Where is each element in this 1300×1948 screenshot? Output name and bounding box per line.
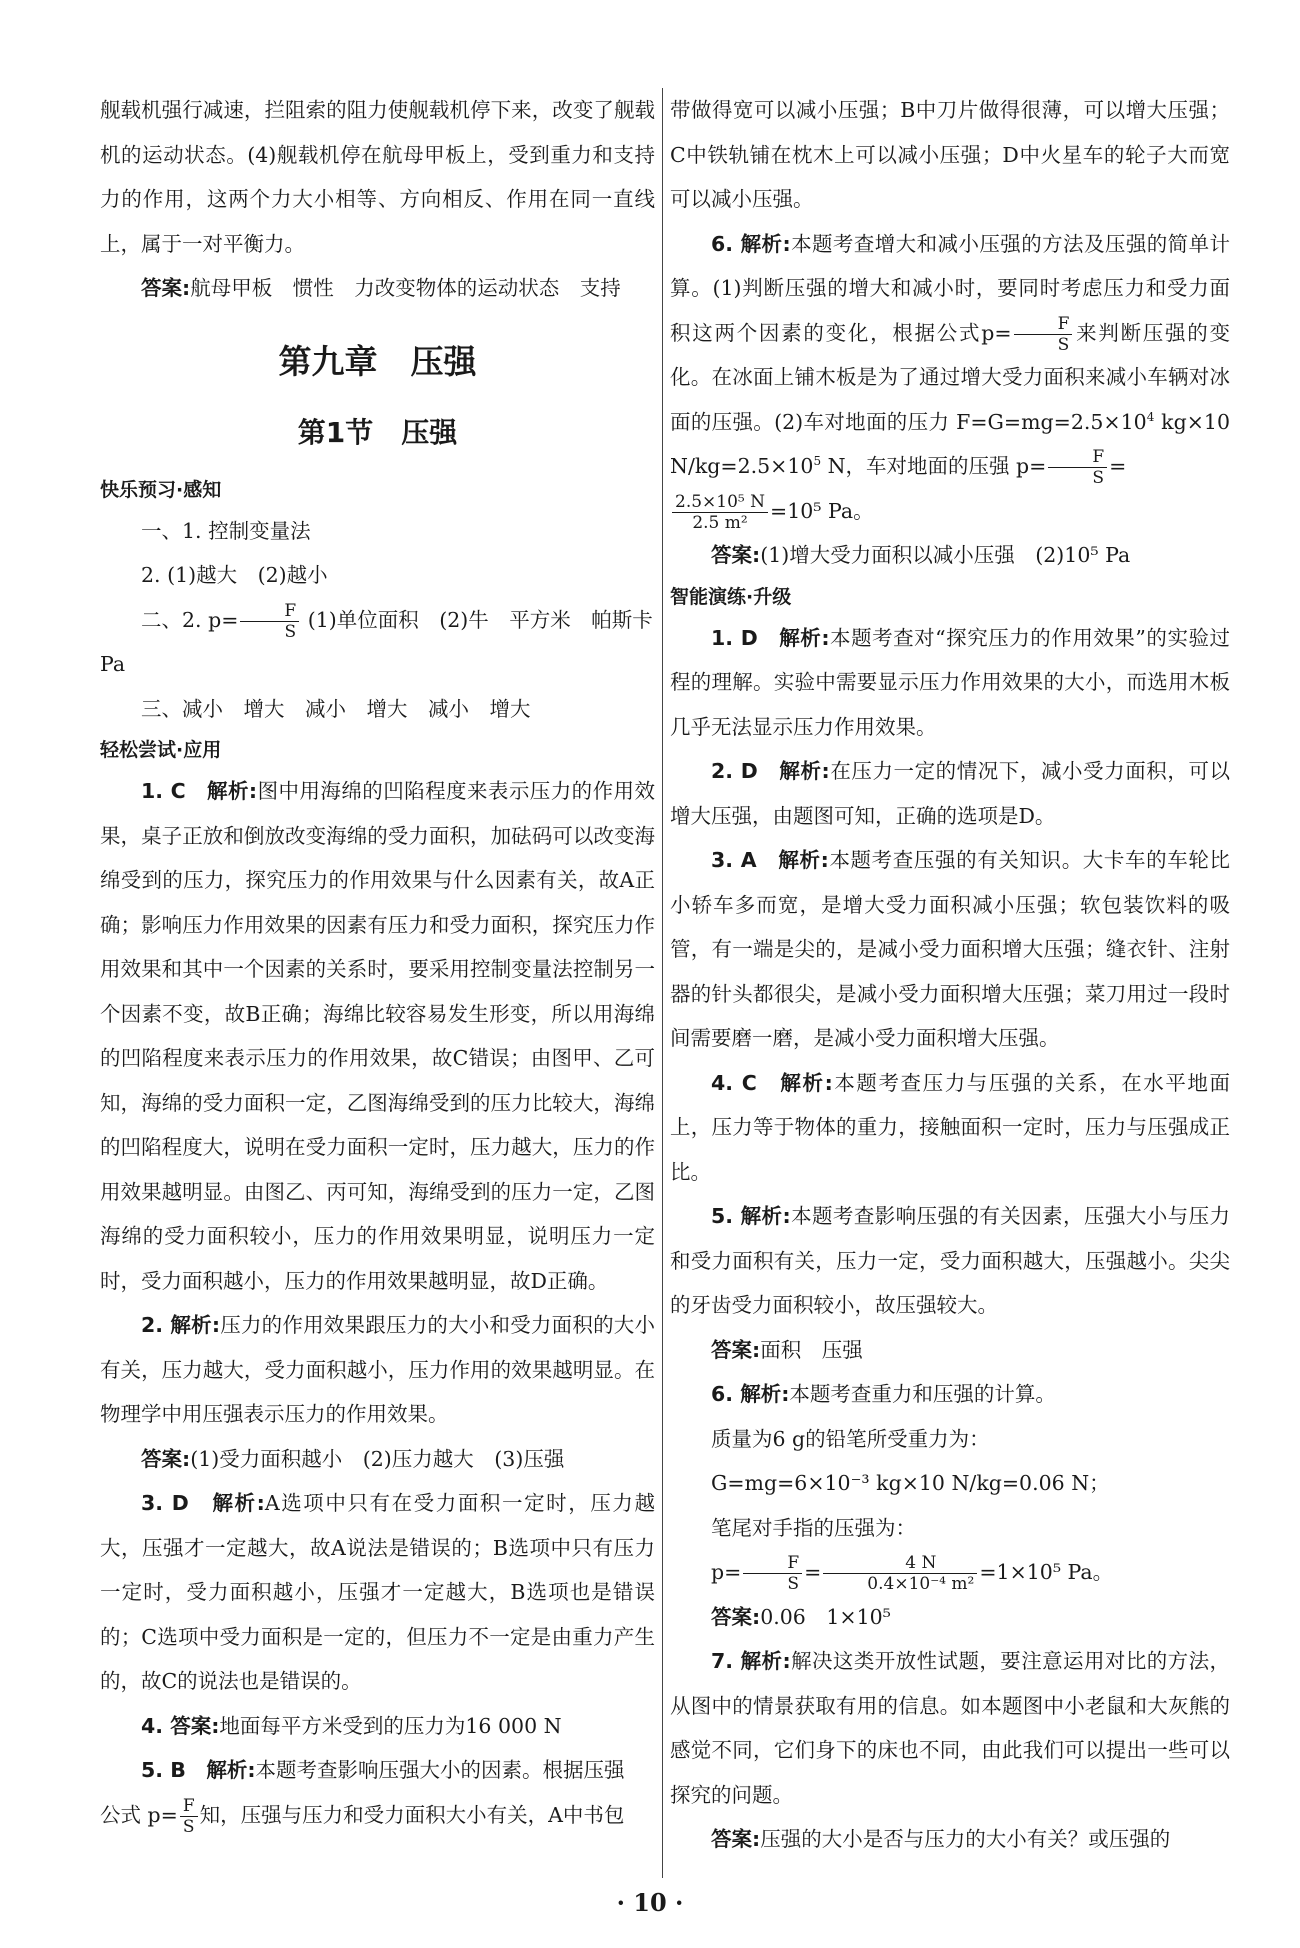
question-5-formula: 公式 p= $\frac{F}{S}$ 知，压强与压力和受力面积大小有关，A中书包 [100,1795,625,1837]
upgrade-6-formula: p= $\frac{F}{S}$ = $\frac{4 N}{\text{0.4×10⁻⁴ m²}}$ =1×10⁵ Pa。 [711,1553,1114,1594]
left-column [100,88,655,1837]
upgrade-2: 2. D 解析:在压力一定的情况下，减小受力面积，可以增大压强，由题图可知，正确的选项是D。 [670,759,1231,828]
upgrade-6-answer: 答案:0.06 1×10⁵ [711,1604,891,1629]
upgrade-6: 6. 解析:本题考查重力和压强的计算。 [711,1382,1056,1406]
upgrade-5-answer: 答案:面积 压强 [711,1337,863,1362]
preview-item-4: 三、减小 增大 减小 增大 减小 增大 [141,696,531,721]
try-heading: 轻松尝试·应用 [100,739,222,761]
page-number: · 10 · [616,1888,684,1917]
upgrade-6-line-4: 笔尾对手指的压强为： [711,1515,916,1540]
upgrade-1: 1. D 解析:本题考查对“探究压力的作用效果”的实验过程的理解。实验中需要显示压力作用效果的大小，而选用木板几乎无法显示压力作用效果。 [670,625,1230,739]
fraction: $\frac{F}{S}$ [1014,314,1073,355]
fraction: $\frac{4 N}{\text{0.4×10⁻⁴ m²}}$ [823,1553,977,1594]
preview-heading: 快乐预习·感知 [100,478,222,501]
question-6: 6. 解析:本题考查增大和减小压强的方法及压强的简单计算。(1)判断压强的增大和减小时，要同时考虑压力和受力面积这两个因素的变化，根据公式p= $\frac{F}{S}$ 来判断压强的变化。在冰面上铺木板是为了通过增大受力面积来减小车辆对冰面的压强。(2)车对地面的压力 $F=G=mg=2.5\times 10^4$ kg×10 $N/kg=2.5\times 10^5$ N，车对地面的压强 p= $\frac{F}{S}$ = [670,231,1231,488]
upgrade-6-line-2: 质量为6 g的铅笔所受重力为： [711,1426,990,1451]
question-2: 2. 解析:压力的作用效果跟压力的大小和受力面积的大小有关，压力越大，受力面积越小，压力作用的效果越明显。在物理学中用压强表示压力的作用效果。 [100,1313,656,1426]
intro-paragraph: 舰载机强行减速，拦阻索的阻力使舰载机停下来，改变了舰载机的运动状态。(4)舰载机停在航母甲板上，受到重力和支持力的作用，这两个力大小相等、方向相反、作用在同一直线上，属于一对平衡力。 [100,98,655,256]
upgrade-3: 3. A 解析:本题考查压强的有关知识。大卡车的车轮比小轿车多而宽，是增大受力面积减小压强；软包装饮料的吸管，有一端是尖的，是减小受力面积增大压强；缝衣针、注射器的针头都很尖，是减小受力面积增大压强；菜刀用过一段时间需要磨一磨，是减小受力面积增大压强。 [670,848,1230,1050]
upgrade-heading: 智能演练·升级 [670,585,792,608]
upgrade-7-answer: 答案:压强的大小是否与压力的大小有关？或压强的 [711,1827,1171,1851]
chapter-title: 第九章 压强 [278,341,477,381]
section-title: 第1节 压强 [297,415,458,449]
preview-item-1: 一、1. 控制变量法 [141,518,311,543]
question-5-continued: 带做得宽可以减小压强；B中刀片做得很薄，可以增大压强；C中铁轨铺在枕木上可以减小压强；D中火星车的轮子大而宽可以减小压强。 [670,98,1230,211]
question-6-answer: 答案:(1)增大受力面积以减小压强 (2)10⁵ Pa [711,543,1131,567]
preview-item-3-unit: Pa [100,652,126,676]
upgrade-7: 7. 解析:解决这类开放性试题，要注意运用对比的方法，从图中的情景获取有用的信息。如本题图中小老鼠和大灰熊的感觉不同，它们身下的床也不同，由此我们可以提出一些可以探究的问题。 [670,1649,1231,1807]
question-3: 3. D 解析:A选项中只有在受力面积一定时，压力越大，压强才一定越大，故A说法是错误的；B选项中只有压力一定时，受力面积越小，压强才一定越大，B选项也是错误的；C选项中受力面积是一定的，但压力不一定是由重力产生的，故C的说法也是错误的。 [100,1491,655,1693]
question-6-formula: $\frac{\text{2.5×10⁵ N}}{\text{2.5 m²}}$ =10⁵ Pa。 [670,489,1230,534]
fraction: $\frac{F}{S}$ [180,1796,198,1837]
intro-answer: 答案:航母甲板 惯性 力改变物体的运动状态 支持 [141,276,621,300]
fraction: $\frac{F}{S}$ [240,601,299,642]
upgrade-4: 4. C 解析:本题考查压力与压强的关系，在水平地面上，压力等于物体的重力，接触面积一定时，压力与压强成正比。 [670,1070,1231,1184]
preview-item-2: 2. (1)越大 (2)越小 [141,563,328,587]
upgrade-5: 5. 解析:本题考查影响压强的有关因素，压强大小与压力和受力面积有关，压力一定，受力面积越大，压强越小。尖尖的牙齿受力面积较小，故压强较大。 [670,1204,1231,1317]
question-1: 1. C 解析:图中用海绵的凹陷程度来表示压力的作用效果，桌子正放和倒放改变海绵的受力面积，加砝码可以改变海绵受到的压力，探究压力的作用效果与什么因素有关，故A正确；影响压力作用效果的因素有压力和受力面积，探究压力作用效果和其中一个因素的关系时，要采用控制变量法控制另一个因素不变，故B正确；海绵比较容易发生形变，所以用海绵的凹陷程度来表示压力的作用效果，故C错误；由图甲、乙可知，海绵的受力面积一定，乙图海绵受到的压力比较大，海绵的凹陷程度大，说明在受力面积一定时，压力越大，压力的作用效果越明显。由图乙、丙可知，海绵受到的压力一定，乙图海绵的受力面积较小，压力的作用效果明显，说明压力一定时，受力面积越小，压力的作用效果越明显，故D正确。 [100,779,656,1293]
fraction: $\frac{F}{S}$ [743,1553,802,1594]
upgrade-6-line-3: G=mg=6×10⁻³ kg×10 N/kg=0.06 N； [711,1471,1110,1495]
question-4: 4. 答案:地面每平方米受到的压力为16 000 N [141,1713,562,1738]
column-divider [662,88,663,1878]
preview-item-3: 二、2. p= $\frac{F}{S}$ (1)单位面积 (2)牛 平方米 帕斯卡 [141,600,653,642]
right-column [670,88,1230,1862]
question-5: 5. B 解析:本题考查影响压强大小的因素。根据压强 [141,1758,625,1782]
fraction: $\frac{\text{2.5×10⁵ N}}{\text{2.5 m²}}$ [672,492,768,533]
fraction: $\frac{F}{S}$ [1048,447,1107,488]
question-2-answer: 答案:(1)受力面积越小 (2)压力越大 (3)压强 [141,1446,565,1471]
